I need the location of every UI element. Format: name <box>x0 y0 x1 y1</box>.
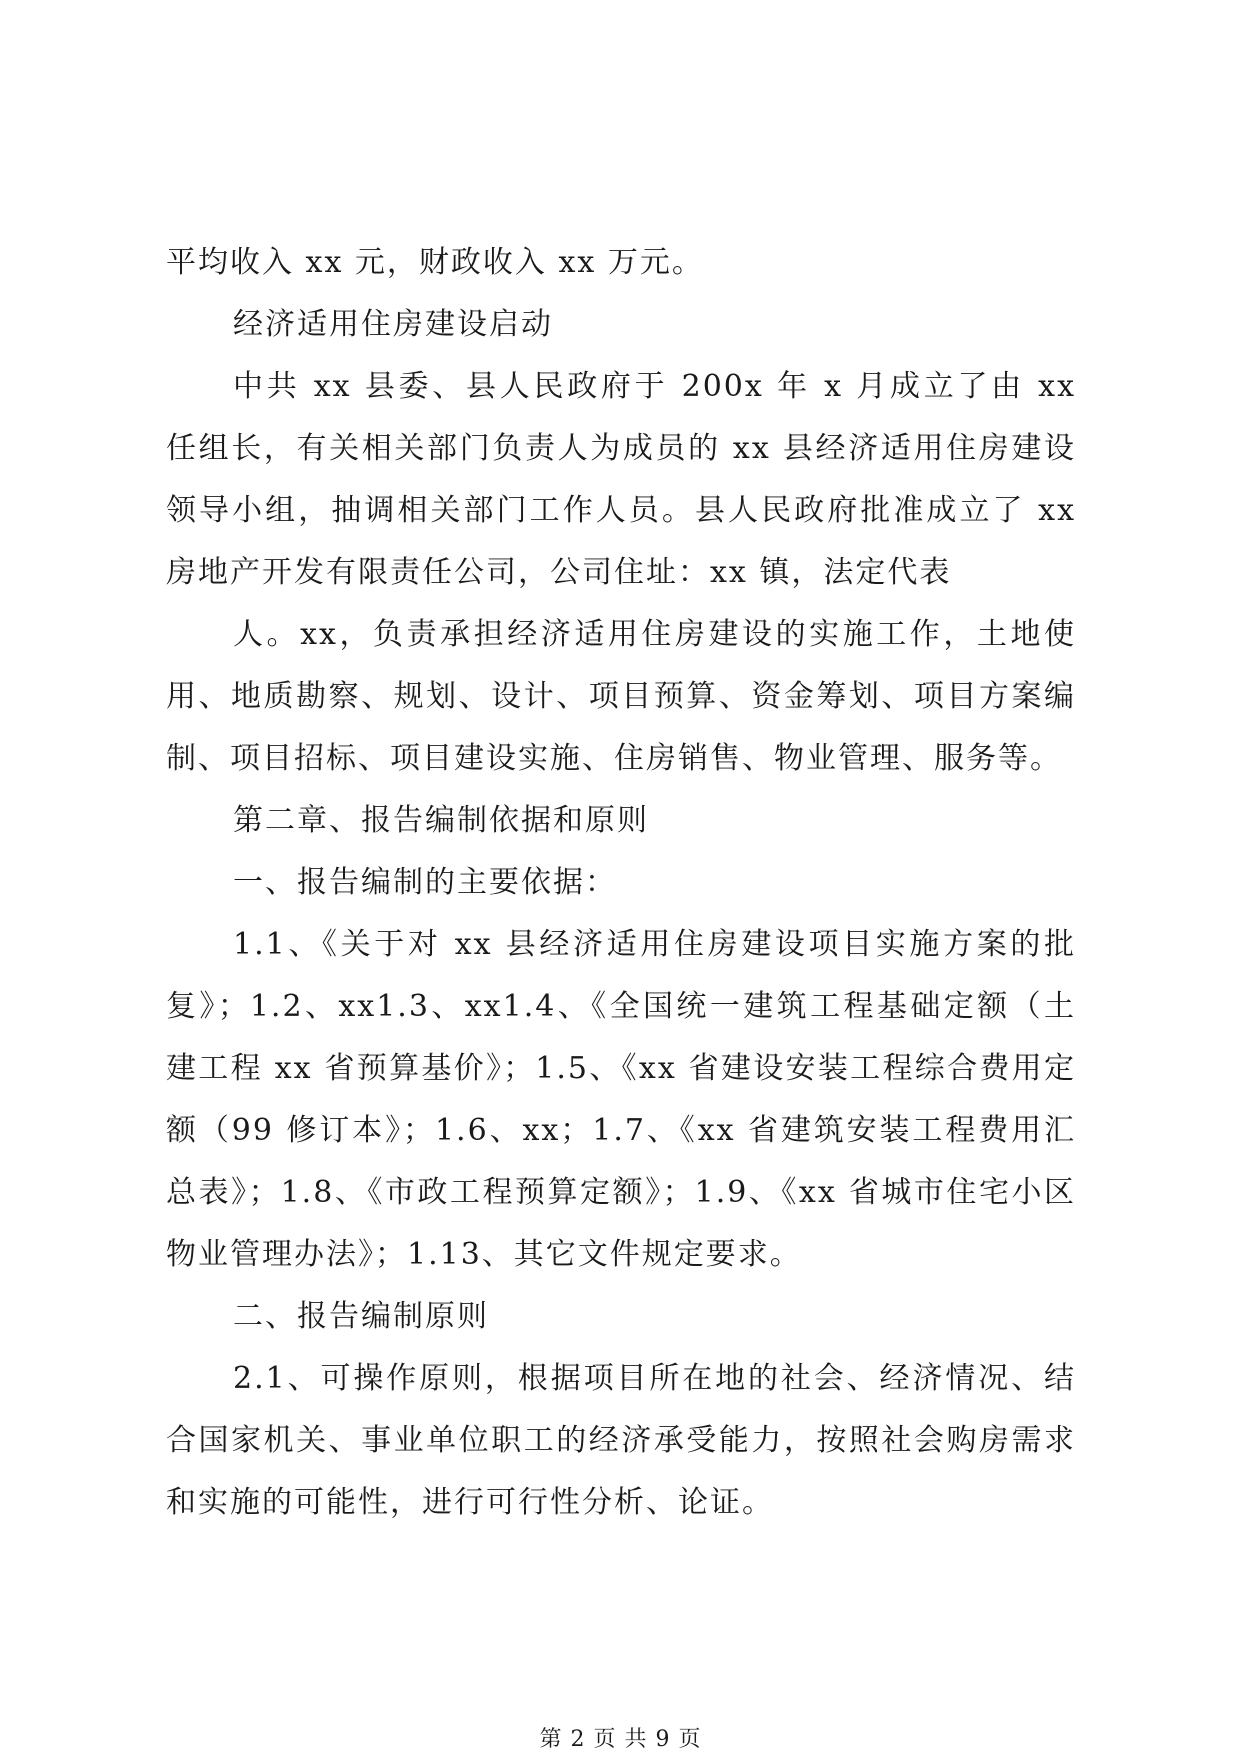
paragraph-responsibilities: 人。xx，负责承担经济适用住房建设的实施工作，土地使用、地质勘察、规划、设计、项目预算、资金筹划、项目方案编制、项目招标、项目建设实施、住房销售、物业管理、服务等。 <box>166 617 1076 776</box>
section-one-heading: 一、报告编制的主要依据： <box>233 865 617 900</box>
document-body <box>166 232 1076 1534</box>
section-two-heading: 二、报告编制原则 <box>233 1299 489 1334</box>
paragraph-principle-operability: 2.1、可操作原则，根据项目所在地的社会、经济情况、结合国家机关、事业单位职工的经济承受能力，按照社会购房需求和实施的可能性，进行可行性分析、论证。 <box>166 1361 1076 1520</box>
paragraph-basis-list: 1.1、《关于对 xx 县经济适用住房建设项目实施方案的批复》；1.2、xx1.3、xx1.4、《全国统一建筑工程基础定额（土建工程 xx 省预算基价》；1.5、《xx 省建设安装工程综合费用定额（99 修订本》；1.6、xx；1.7、《xx 省建筑安装工程费用汇总表》；1.8、《市政工程预算定额》；1.9、《xx 省城市住宅小区物业管理办法》；1.13、其它文件规定要求。 <box>166 927 1076 1272</box>
page-number-footer: 第 2 页 共 9 页 <box>539 1727 702 1752</box>
chapter-two-heading: 第二章、报告编制依据和原则 <box>233 803 649 838</box>
paragraph-leadership-group: 中共 xx 县委、县人民政府于 200x 年 x 月成立了由 xx 任组长，有关相关部门负责人为成员的 xx 县经济适用住房建设领导小组，抽调相关部门工作人员。县人民政府批准成立了 xx 房地产开发有限责任公司，公司住址：xx 镇，法定代表 <box>166 369 1076 590</box>
paragraph-heading-housing-launch: 经济适用住房建设启动 <box>233 307 553 342</box>
paragraph-income: 平均收入 xx 元，财政收入 xx 万元。 <box>166 245 704 280</box>
